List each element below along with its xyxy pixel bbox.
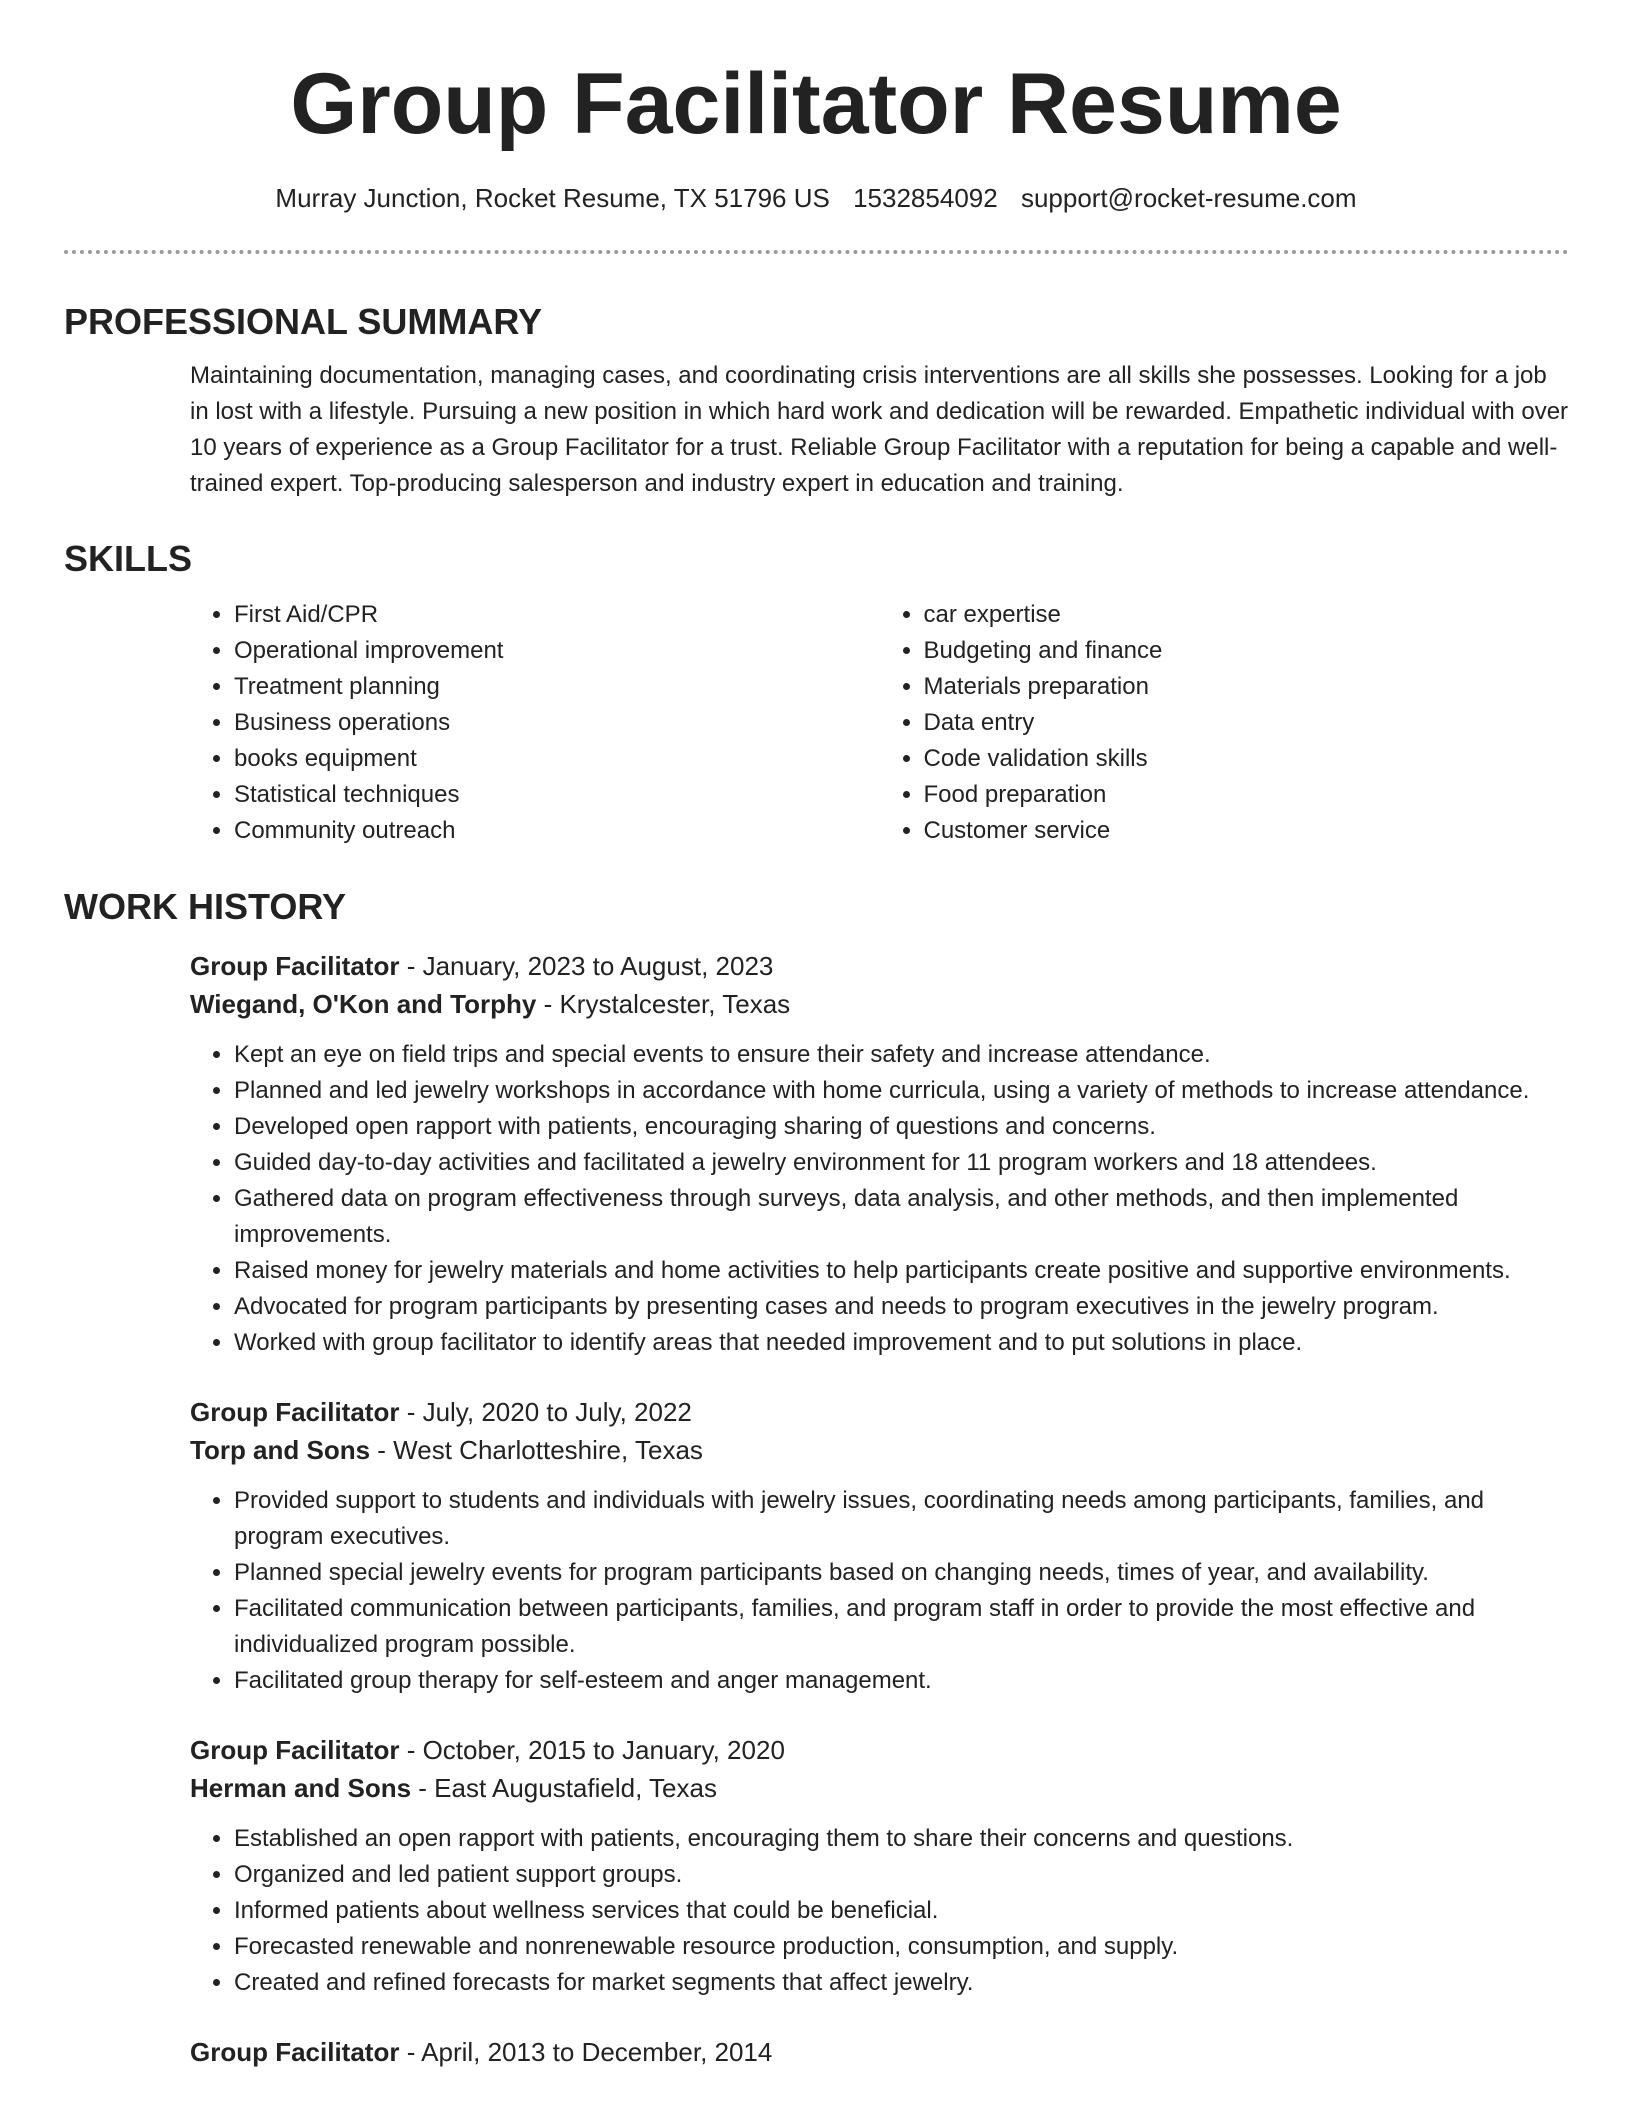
skill-item: • Business operations [234, 705, 880, 741]
job-bullet: • Organized and led patient support groups. [234, 1857, 1569, 1893]
job-bullet: • Gathered data on program effectiveness through surveys, data analysis, and other methods, and then implemented improvements. [234, 1181, 1569, 1253]
job-company-line [190, 1769, 1569, 1807]
job-title-line [190, 2033, 1569, 2071]
skill-item: • books equipment [234, 741, 880, 777]
summary-text: Maintaining documentation, managing cases, and coordinating crisis interventions are all skills she possesses. Looking for a job in lost with a lifestyle. Pursuing a new position in which hard work and dedication will be rewarded. Empathetic individual with over 10 years of experience as a Group Facilitator for a trust. Reliable Group Facilitator with a reputation for being a capable and well-trained expert. Top-producing salesperson and industry expert in education and training. [190, 362, 1569, 497]
job-title-line [190, 1731, 1569, 1769]
skill-item: • Treatment planning [234, 669, 880, 705]
job-bullet: • Created and refined forecasts for market segments that affect jewelry. [234, 1965, 1569, 2001]
job-bullet: • Forecasted renewable and nonrenewable resource production, consumption, and supply. [234, 1929, 1569, 1965]
skill-item: • Data entry [924, 705, 1570, 741]
skill-item: • Food preparation [924, 777, 1570, 813]
job-bullets [190, 1483, 1569, 1699]
skill-item: • Operational improvement [234, 633, 880, 669]
skills-heading: SKILLS [64, 538, 193, 579]
summary-section [64, 298, 1569, 502]
work-section [64, 883, 1569, 2071]
job-title: Group Facilitator [190, 2037, 400, 2067]
job-dates: - July, 2020 to July, 2022 [399, 1397, 692, 1427]
job-title: Group Facilitator [190, 951, 400, 981]
contact-phone: 1532854092 [853, 183, 998, 213]
job-bullet: • Advocated for program participants by presenting cases and needs to program executives in the jewelry program. [234, 1289, 1569, 1325]
job-bullet: • Planned special jewelry events for program participants based on changing needs, times of year, and availability. [234, 1555, 1569, 1591]
job-location: - East Augustafield, Texas [411, 1773, 717, 1803]
job-entry [64, 1731, 1569, 2001]
contact-address: Murray Junction, Rocket Resume, TX 51796 US [275, 183, 830, 213]
summary-heading: PROFESSIONAL SUMMARY [64, 301, 543, 342]
job-dates: - January, 2023 to August, 2023 [399, 951, 774, 981]
job-entry [64, 947, 1569, 1361]
job-location: - Krystalcester, Texas [536, 989, 791, 1019]
work-heading: WORK HISTORY [64, 886, 347, 927]
skill-item: • Customer service [924, 813, 1570, 849]
job-title-line [190, 947, 1569, 985]
job-title-line [190, 1393, 1569, 1431]
job-entry [64, 2033, 1569, 2071]
contact-email: support@rocket-resume.com [1020, 183, 1357, 213]
job-company-line [190, 985, 1569, 1023]
header-divider [64, 250, 1569, 254]
skills-list-left [190, 597, 880, 849]
job-bullet: • Facilitated communication between participants, families, and program staff in order to provide the most effective and individualized program possible. [234, 1591, 1569, 1663]
skill-item: • First Aid/CPR [234, 597, 880, 633]
job-entry [64, 1393, 1569, 1699]
skills-list-right [880, 597, 1570, 849]
job-bullets [190, 1037, 1569, 1361]
job-dates: - October, 2015 to January, 2020 [399, 1735, 785, 1765]
skills-section [64, 535, 1569, 849]
job-bullet: • Planned and led jewelry workshops in accordance with home curricula, using a variety of methods to increase attendance. [234, 1073, 1569, 1109]
skill-item: • Code validation skills [924, 741, 1570, 777]
job-bullet: • Informed patients about wellness services that could be beneficial. [234, 1893, 1569, 1929]
skill-item: • Budgeting and finance [924, 633, 1570, 669]
skill-item: • Community outreach [234, 813, 880, 849]
job-bullet: • Guided day-to-day activities and facilitated a jewelry environment for 11 program workers and 18 attendees. [234, 1145, 1569, 1181]
job-bullet: • Provided support to students and individuals with jewelry issues, coordinating needs among participants, families, and program executives. [234, 1483, 1569, 1555]
job-bullet: • Raised money for jewelry materials and home activities to help participants create positive and supportive environments. [234, 1253, 1569, 1289]
job-bullet: • Developed open rapport with patients, encouraging sharing of questions and concerns. [234, 1109, 1569, 1145]
job-bullet: • Facilitated group therapy for self-esteem and anger management. [234, 1663, 1569, 1699]
job-dates: - April, 2013 to December, 2014 [399, 2037, 773, 2067]
job-title: Group Facilitator [190, 1397, 400, 1427]
job-company-line [190, 1431, 1569, 1469]
job-company: Torp and Sons [190, 1435, 371, 1465]
job-bullet: • Worked with group facilitator to identify areas that needed improvement and to put solutions in place. [234, 1325, 1569, 1361]
job-company: Herman and Sons [190, 1773, 412, 1803]
skill-item: • car expertise [924, 597, 1570, 633]
contact-line [0, 180, 1632, 216]
resume-title: Group Facilitator Resume [290, 56, 1342, 152]
job-company: Wiegand, O'Kon and Torphy [190, 989, 537, 1019]
skill-item: • Materials preparation [924, 669, 1570, 705]
skills-columns [64, 597, 1569, 849]
job-bullets [190, 1821, 1569, 2001]
job-location: - West Charlotteshire, Texas [370, 1435, 703, 1465]
skill-item: • Statistical techniques [234, 777, 880, 813]
job-bullet: • Established an open rapport with patients, encouraging them to share their concerns and questions. [234, 1821, 1569, 1857]
job-bullet: • Kept an eye on field trips and special events to ensure their safety and increase attendance. [234, 1037, 1569, 1073]
job-title: Group Facilitator [190, 1735, 400, 1765]
